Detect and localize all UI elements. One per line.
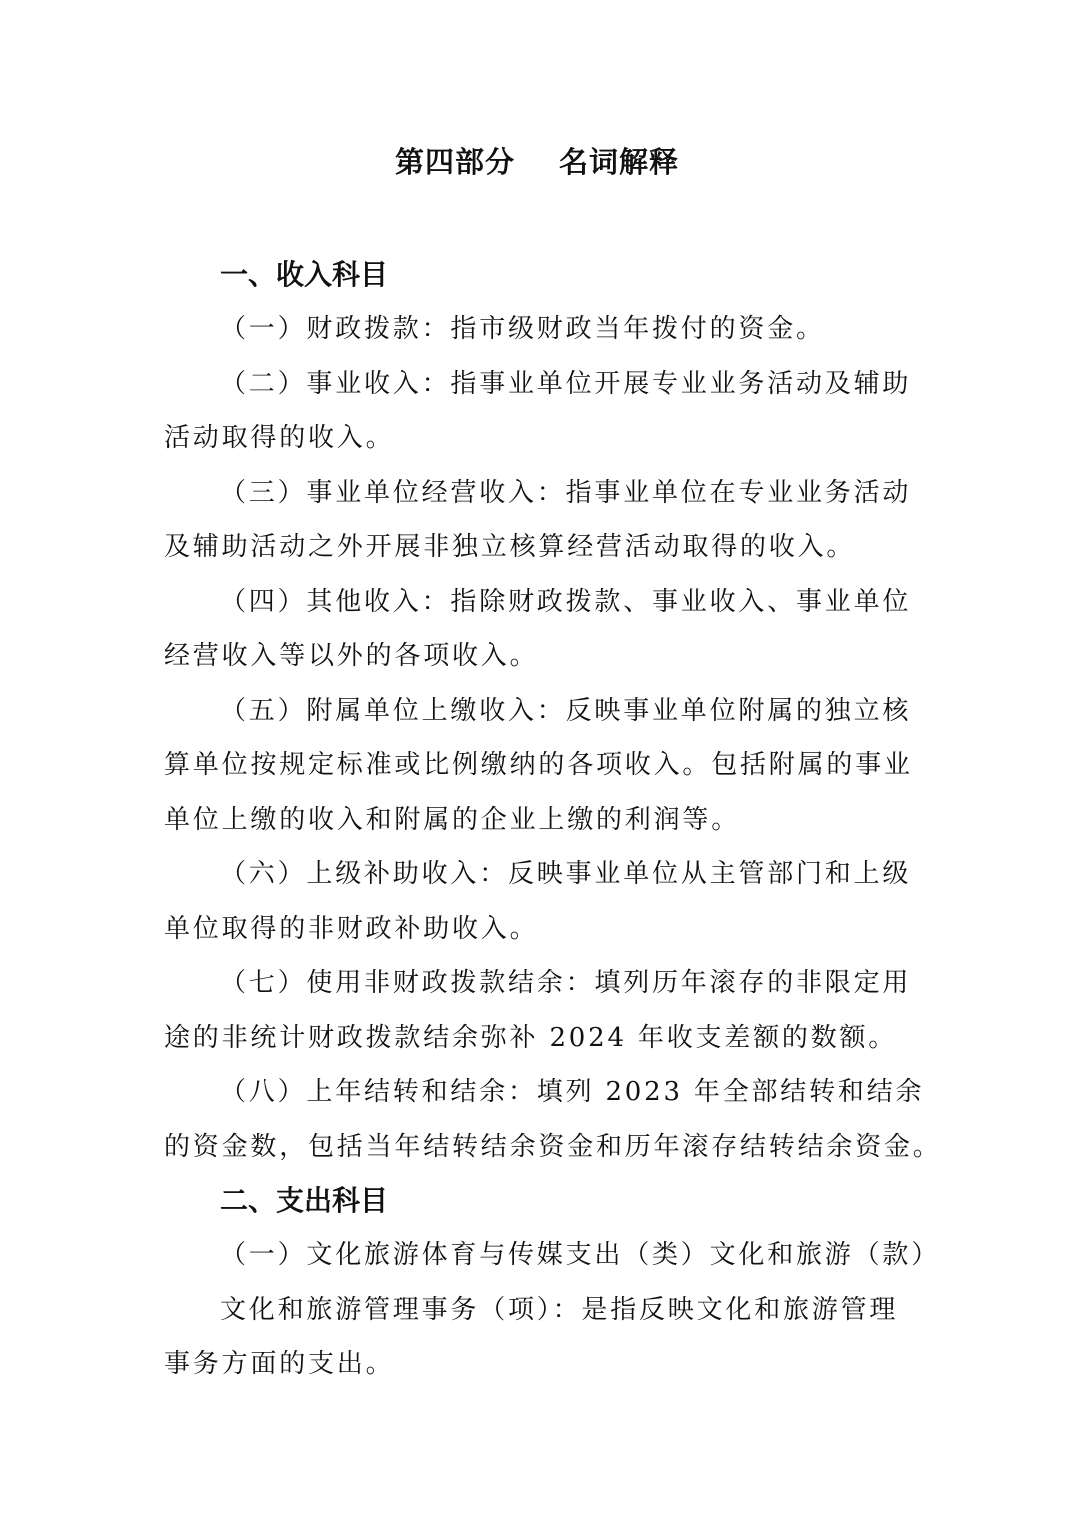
document-body: [164, 248, 942, 1392]
paragraph-line: 事务方面的支出。: [164, 1349, 395, 1379]
income-item-2: [164, 357, 914, 466]
paragraph-line: 文化和旅游管理事务（项）：是指反映文化和旅游管理: [220, 1294, 899, 1325]
expenditure-item-1: [164, 1228, 941, 1283]
paragraph-line: （四）其他收入：指除财政拨款、事业收入、事业单位: [220, 586, 912, 617]
income-item-1: [164, 302, 914, 357]
paragraph-line: （三）事业单位经营收入：指事业单位在专业业务活动: [220, 477, 912, 508]
paragraph-line: （八）上年结转和结余：填列 2023 年全部结转和结余: [220, 1077, 925, 1107]
paragraph-line: 算单位按规定标准或比例缴纳的各项收入。包括附属的事业: [164, 750, 913, 780]
section-heading-expenditure: 二、支出科目: [220, 1184, 389, 1217]
paragraph-line: 的资金数，包括当年结转结余资金和历年滚存结转结余资金。: [164, 1131, 942, 1162]
paragraph-line: （五）附属单位上缴收入：反映事业单位附属的独立核: [220, 695, 912, 726]
income-item-3: [164, 466, 914, 575]
income-items: [164, 302, 942, 1174]
page-title: [0, 140, 1074, 184]
expenditure-item-2: [164, 1283, 914, 1392]
expenditure-items: [164, 1228, 941, 1392]
paragraph-line: （七）使用非财政拨款结余：填列历年滚存的非限定用: [220, 968, 912, 998]
income-item-4: [164, 575, 914, 684]
paragraph-line: 单位上缴的收入和附属的企业上缴的利润等。: [164, 804, 741, 835]
income-item-8: [164, 1065, 942, 1174]
paragraph-line: 活动取得的收入。: [164, 423, 395, 453]
paragraph-line: （一）财政拨款：指市级财政当年拨付的资金。: [220, 314, 825, 344]
income-item-7: [164, 956, 914, 1065]
section-heading-income: 一、收入科目: [220, 258, 389, 291]
income-item-5: [164, 684, 914, 848]
paragraph-line: （一）文化旅游体育与传媒支出（类）文化和旅游（款）: [220, 1240, 941, 1270]
paragraph-line: 途的非统计财政拨款结余弥补 2024 年收支差额的数额。: [164, 1022, 898, 1053]
title-name: 名词解释: [559, 145, 680, 179]
paragraph-line: 经营收入等以外的各项收入。: [164, 641, 539, 671]
paragraph-line: （六）上级补助收入：反映事业单位从主管部门和上级: [220, 859, 912, 889]
paragraph-line: 单位取得的非财政补助收入。: [164, 913, 539, 944]
income-item-6: [164, 847, 914, 956]
paragraph-line: 及辅助活动之外开展非独立核算经营活动取得的收入。: [164, 532, 856, 562]
title-part: 第四部分: [394, 145, 515, 179]
paragraph-line: （二）事业收入：指事业单位开展专业业务活动及辅助: [220, 368, 912, 399]
